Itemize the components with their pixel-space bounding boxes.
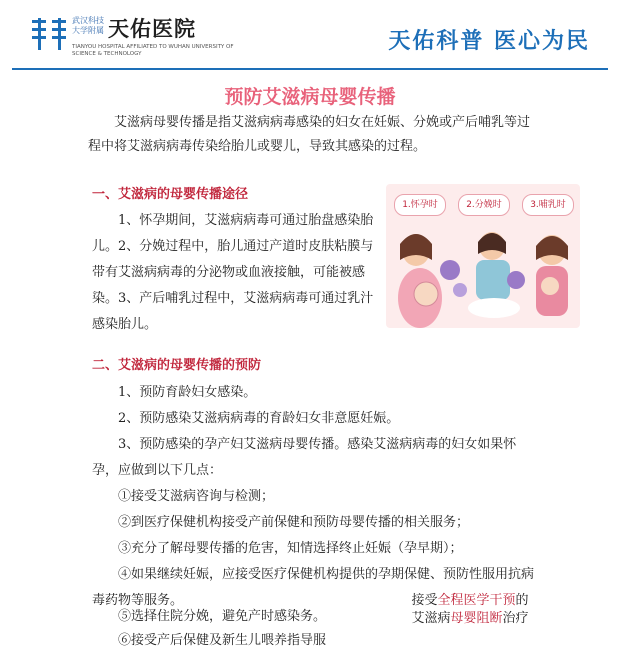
prevention-subitem-4: ④如果继续妊娠，应接受医疗保健机构提供的孕期保健、预防性服用抗病毒药物等服务。 bbox=[92, 567, 535, 608]
section1-item-2: 2、分娩过程中，胎儿通过产道时皮肤粘膜与带有艾滋病病毒的分泌物或血液接触，可能被感染。 bbox=[92, 239, 374, 306]
prevention-subitem-1: ①接受艾滋病咨询与检测； bbox=[118, 489, 275, 504]
prevention-subitem-5: ⑤选择住院分娩，避免产时感染务。 bbox=[118, 609, 327, 624]
section2-item-3: 3、预防感染的孕产妇艾滋病母婴传播。感染艾滋病病毒的妇女如果怀孕，应做到以下几点： bbox=[92, 437, 517, 478]
section1-item-3: 3、产后哺乳过程中，艾滋病病毒可通过乳汁感染胎儿。 bbox=[92, 291, 374, 332]
bottom-note-image bbox=[380, 590, 550, 648]
logo-hospital-name: 天佑医院 bbox=[108, 16, 196, 41]
bottom-note-line-1: 接受全程医学干预的 bbox=[411, 593, 529, 608]
prevention-subitem-3: ③充分了解母婴传播的危害，知情选择终止妊娠（孕早期）； bbox=[118, 541, 463, 556]
page-title: 预防艾滋病母婴传播 bbox=[224, 86, 396, 108]
illustration-tag-breastfeeding: 3.哺乳时 bbox=[522, 194, 574, 216]
intro-paragraph: 艾滋病母婴传播是指艾滋病病毒感染的妇女在妊娠、分娩或产后哺乳等过程中将艾滋病病毒传染给胎儿或婴儿，导致其感染的过程。 bbox=[88, 115, 531, 154]
illustration-tag-pregnancy: 1.怀孕时 bbox=[394, 194, 446, 216]
section2-item-1: 1、预防育龄妇女感染。 bbox=[118, 385, 257, 400]
header-divider bbox=[12, 68, 608, 70]
section1-item-1: 1、怀孕期间，艾滋病病毒可通过胎盘感染胎儿。 bbox=[92, 213, 374, 254]
mother-baby-illustration-icon bbox=[386, 220, 580, 328]
logo-university-text: 武汉科技 大学附属 bbox=[72, 16, 104, 35]
bottom-note-text bbox=[390, 592, 550, 628]
section1-heading: 一、艾滋病的母婴传播途径 bbox=[92, 187, 249, 202]
transmission-illustration bbox=[386, 184, 580, 328]
section2-item-2: 2、预防感染艾滋病病毒的育龄妇女非意愿妊娠。 bbox=[118, 411, 400, 426]
hospital-logo-icon bbox=[30, 14, 70, 54]
illustration-tag-delivery: 2.分娩时 bbox=[458, 194, 510, 216]
header-slogan: 天佑科普 医心为民 bbox=[388, 29, 590, 54]
prevention-subitem-2: ②到医疗保健机构接受产前保健和预防母婴传播的相关服务； bbox=[118, 515, 470, 530]
page-header bbox=[0, 0, 620, 72]
bottom-note-line-2: 艾滋病母婴阻断治疗 bbox=[411, 611, 529, 626]
prevention-subitem-6: ⑥接受产后保健及新生儿喂养指导服 bbox=[118, 633, 327, 648]
logo-english-name: TIANYOU HOSPITAL AFFILIATED TO WUHAN UNIVERSITY OF SCIENCE & TECHNOLOGY bbox=[72, 44, 234, 57]
section2-heading: 二、艾滋病的母婴传播的预防 bbox=[92, 358, 262, 373]
